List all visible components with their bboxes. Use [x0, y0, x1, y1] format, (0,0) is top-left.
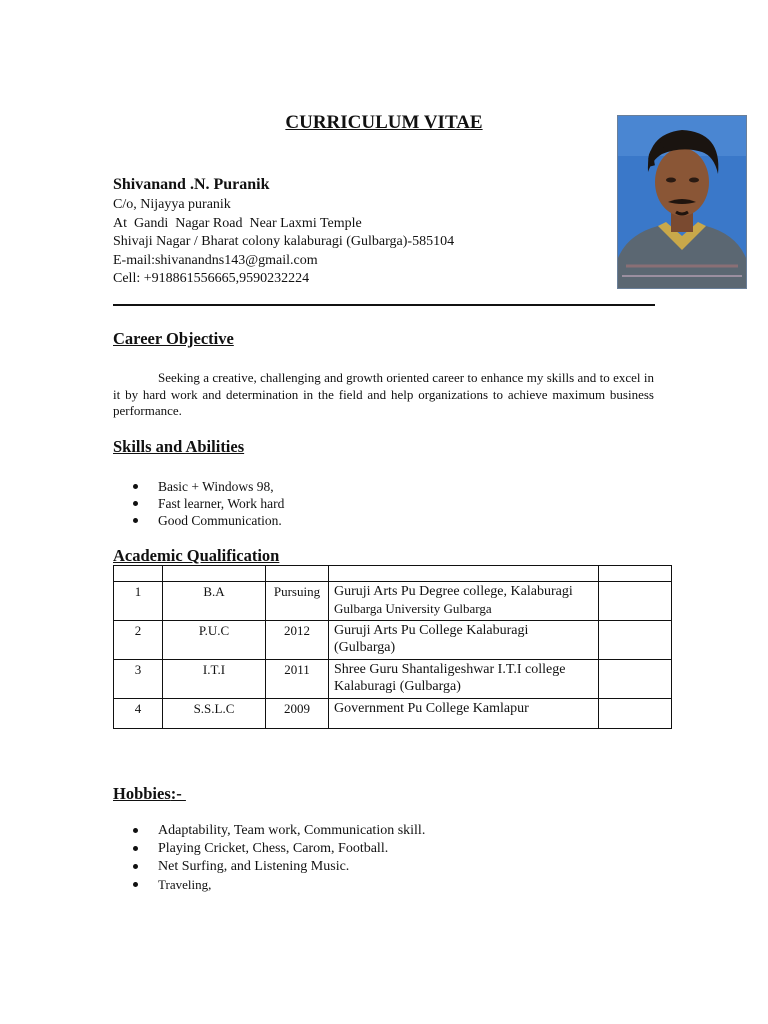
bullet-icon — [133, 484, 138, 489]
institution-name: Guruji Arts Pu Degree college, Kalaburagi — [334, 584, 573, 599]
skill-text: Fast learner, Work hard — [158, 496, 285, 511]
course-cell: S.S.L.C — [163, 699, 266, 729]
year-cell: Pursuing — [266, 582, 329, 621]
serial-cell: 1 — [114, 582, 163, 621]
list-item — [113, 858, 425, 876]
year-cell: 2011 — [266, 660, 329, 699]
hobbies-heading — [113, 784, 186, 804]
table-row — [114, 660, 672, 699]
institution-cell — [329, 660, 599, 699]
table-cell — [599, 699, 672, 729]
table-row — [114, 582, 672, 621]
university-name: Gulbarga University Gulbarga — [334, 601, 492, 616]
year-cell: 2009 — [266, 699, 329, 729]
table-cell — [599, 660, 672, 699]
table-cell — [266, 566, 329, 582]
academic-table — [113, 565, 672, 729]
serial-cell: 4 — [114, 699, 163, 729]
bullet-icon — [133, 828, 138, 833]
address-line-1: At Gandi Nagar Road Near Laxmi Temple — [113, 215, 362, 231]
table-cell — [599, 566, 672, 582]
email-line: E-mail:shivanandns143@gmail.com — [113, 252, 318, 268]
institution-cell — [329, 699, 599, 729]
serial-cell: 3 — [114, 660, 163, 699]
bullet-icon — [133, 518, 138, 523]
portrait-illustration — [618, 116, 746, 288]
address-line-2: Shivaji Nagar / Bharat colony kalaburagi (Gulbarga)-585104 — [113, 234, 455, 249]
candidate-name: Shivanand .N. Puranik — [113, 176, 270, 193]
table-cell — [114, 566, 163, 582]
institution-cell — [329, 621, 599, 660]
table-row — [114, 566, 672, 582]
personal-details — [113, 176, 593, 289]
hobby-text: Net Surfing, and Listening Music. — [158, 859, 350, 874]
academic-heading: Academic Qualification — [113, 546, 280, 565]
hobbies-heading-text: Hobbies — [113, 784, 171, 803]
course-cell: I.T.I — [163, 660, 266, 699]
institution-name: Shree Guru Shantaligeshwar I.T.I college Kalaburagi (Gulbarga) — [334, 662, 566, 694]
hobby-text: Traveling, — [158, 877, 212, 892]
care-of-line: C/o, Nijayya puranik — [113, 197, 231, 212]
list-item — [113, 840, 425, 858]
course-cell: B.A — [163, 582, 266, 621]
hobbies-heading-suffix: :- — [170, 784, 186, 803]
year-cell: 2012 — [266, 621, 329, 660]
list-item — [113, 478, 284, 495]
table-row — [114, 699, 672, 729]
bullet-icon — [133, 882, 138, 887]
table-cell — [599, 621, 672, 660]
phone-line: Cell: +918861556665,9590232224 — [113, 271, 310, 286]
course-cell: P.U.C — [163, 621, 266, 660]
serial-cell: 2 — [114, 621, 163, 660]
career-objective-text: Seeking a creative, challenging and growth oriented career to enhance my skills and to excel in it by hard work and determination in the field and help organizations to achieve maximum business performance. — [113, 370, 654, 418]
list-item — [113, 876, 425, 893]
document-title: CURRICULUM VITAE — [285, 112, 483, 133]
institution-name: Guruji Arts Pu College Kalaburagi (Gulbarga) — [334, 623, 529, 655]
institution-cell — [329, 582, 599, 621]
hobby-text: Adaptability, Team work, Communication skill. — [158, 823, 426, 838]
table-cell — [599, 582, 672, 621]
bullet-icon — [133, 846, 138, 851]
career-objective-heading: Career Objective — [113, 329, 234, 348]
list-item — [113, 822, 425, 840]
skill-text: Basic + Windows 98, — [158, 479, 274, 494]
institution-name: Government Pu College Kamlapur — [334, 701, 529, 716]
bullet-icon — [133, 501, 138, 506]
candidate-photo — [617, 115, 747, 289]
table-cell — [163, 566, 266, 582]
list-item — [113, 495, 284, 512]
hobby-text: Playing Cricket, Chess, Carom, Football. — [158, 841, 389, 856]
list-item — [113, 512, 284, 529]
table-row — [114, 621, 672, 660]
skills-list — [113, 478, 284, 529]
bullet-icon — [133, 864, 138, 869]
skill-text: Good Communication. — [158, 513, 282, 528]
hobbies-list — [113, 822, 425, 893]
skills-heading: Skills and Abilities — [113, 437, 245, 456]
header-divider — [113, 304, 655, 306]
table-cell — [329, 566, 599, 582]
